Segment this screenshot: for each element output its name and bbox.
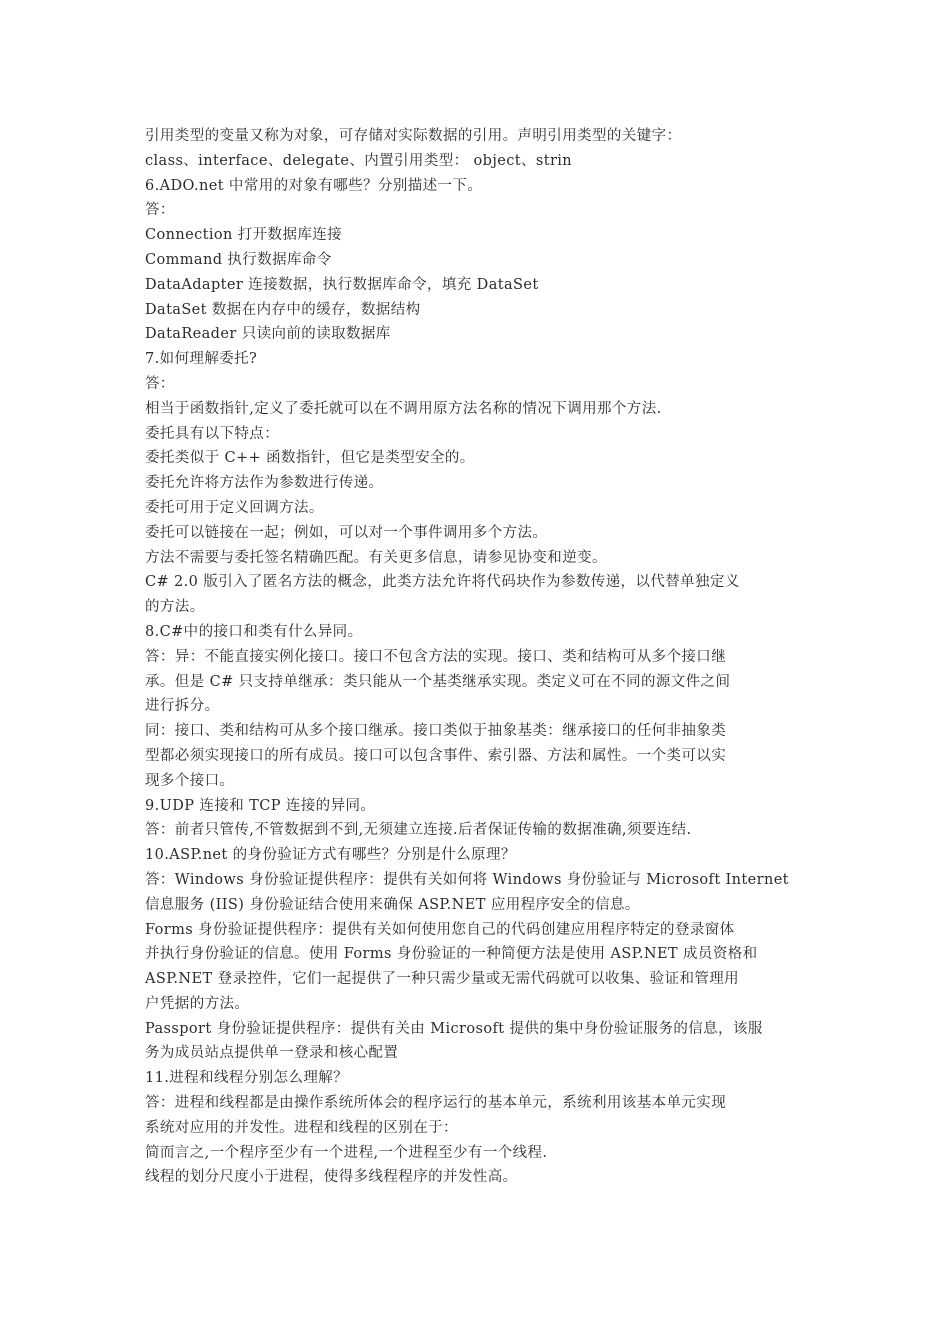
text-line: 委托可用于定义回调方法。 [145, 499, 324, 516]
text-line: 方法不需要与委托签名精确匹配。有关更多信息，请参见协变和逆变。 [145, 549, 607, 566]
question-heading: 6.ADO.net 中常用的对象有哪些？分别描述一下。 [145, 177, 483, 194]
text-line: 引用类型的变量又称为对象，可存储对实际数据的引用。声明引用类型的关键字： [145, 128, 682, 144]
document-page [145, 124, 810, 1190]
answer-label: 答： [145, 375, 175, 392]
text-line: 系统对应用的并发性。进程和线程的区别在于： [145, 1119, 458, 1136]
text-line: 简而言之,一个程序至少有一个进程,一个进程至少有一个线程. [145, 1144, 548, 1161]
text-line: 答：Windows 身份验证提供程序：提供有关如何将 Windows 身份验证与 Microsoft Internet [145, 871, 789, 888]
question-heading: 8.C#中的接口和类有什么异同。 [145, 623, 363, 640]
text-line: 信息服务 (IIS) 身份验证结合使用来确保 ASP.NET 应用程序安全的信息。 [145, 896, 640, 913]
text-line: 答：前者只管传,不管数据到不到,无须建立连接.后者保证传输的数据准确,须要连结. [145, 822, 692, 839]
text-line: 进行拆分。 [145, 698, 220, 715]
text-line: 户凭据的方法。 [145, 995, 250, 1012]
text-line: DataReader 只读向前的读取数据库 [145, 326, 391, 343]
text-line: 线程的划分尺度小于进程，使得多线程程序的并发性高。 [145, 1169, 518, 1186]
text-line: 答：异：不能直接实例化接口。接口不包含方法的实现。接口、类和结构可从多个接口继 [145, 648, 727, 665]
text-line: 委托类似于 C++ 函数指针，但它是类型安全的。 [145, 450, 475, 467]
text-line: 答：进程和线程都是由操作系统所体会的程序运行的基本单元，系统利用该基本单元实现 [145, 1095, 727, 1112]
text-line: C# 2.0 版引入了匿名方法的概念，此类方法允许将代码块作为参数传递，以代替单独定义 [145, 574, 740, 591]
text-line: 的方法。 [145, 599, 205, 616]
text-line: 委托具有以下特点： [145, 425, 280, 442]
text-line: 务为成员站点提供单一登录和核心配置 [145, 1045, 399, 1062]
text-line: Command 执行数据库命令 [145, 251, 332, 268]
text-line: class、interface、delegate、内置引用类型： object、strin [145, 152, 573, 169]
question-heading: 11.进程和线程分别怎么理解？ [145, 1070, 349, 1087]
text-line: DataAdapter 连接数据，执行数据库命令，填充 DataSet [145, 276, 539, 293]
text-line: 相当于函数指针,定义了委托就可以在不调用原方法名称的情况下调用那个方法. [145, 400, 662, 417]
question-heading: 9.UDP 连接和 TCP 连接的异同。 [145, 797, 376, 814]
text-line: Connection 打开数据库连接 [145, 227, 343, 244]
text-line: Passport 身份验证提供程序：提供有关由 Microsoft 提供的集中身份验证服务的信息，该服 [145, 1020, 763, 1037]
text-line: 型都必须实现接口的所有成员。接口可以包含事件、索引器、方法和属性。一个类可以实 [145, 747, 727, 764]
question-heading: 10.ASP.net 的身份验证方式有哪些？分别是什么原理？ [145, 847, 516, 864]
question-heading: 7.如何理解委托? [145, 351, 258, 368]
text-line: Forms 身份验证提供程序：提供有关如何使用您自己的代码创建应用程序特定的登录窗体 [145, 921, 735, 938]
text-line: 现多个接口。 [145, 772, 235, 789]
text-line: 同：接口、类和结构可从多个接口继承。接口类似于抽象基类：继承接口的任何非抽象类 [145, 723, 727, 740]
text-line: DataSet 数据在内存中的缓存，数据结构 [145, 301, 421, 318]
answer-label: 答： [145, 202, 175, 219]
text-line: 委托可以链接在一起；例如，可以对一个事件调用多个方法。 [145, 524, 548, 541]
text-line: ASP.NET 登录控件，它们一起提供了一种只需少量或无需代码就可以收集、验证和管理用 [145, 971, 740, 988]
text-line: 并执行身份验证的信息。使用 Forms 身份验证的一种简便方法是使用 ASP.NET 成员资格和 [145, 946, 758, 963]
text-line: 委托允许将方法作为参数进行传递。 [145, 475, 384, 492]
text-line: 承。但是 C# 只支持单继承：类只能从一个基类继承实现。类定义可在不同的源文件之间 [145, 673, 731, 690]
